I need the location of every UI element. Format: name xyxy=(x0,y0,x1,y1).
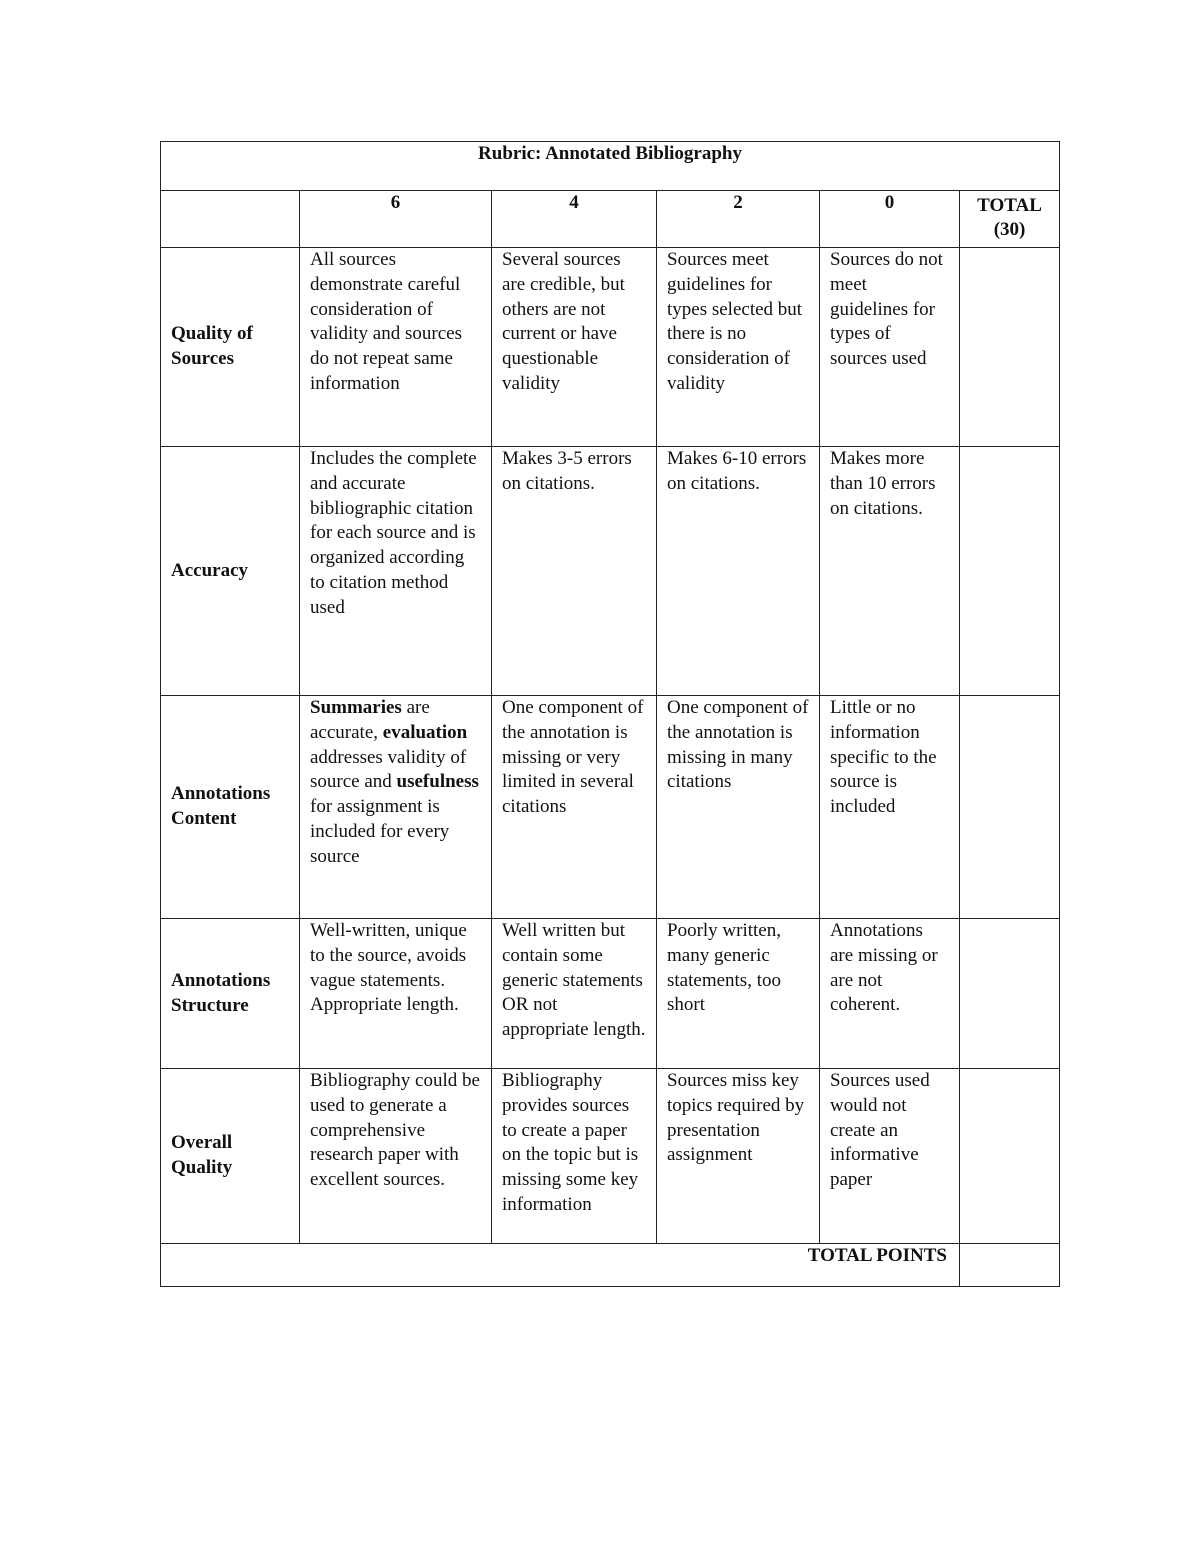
rubric-row-quality-of-sources xyxy=(161,248,1060,447)
criterion-header-empty xyxy=(161,191,300,248)
descriptor-text: are accurate, xyxy=(310,697,430,743)
score-header-2: 2 xyxy=(657,191,820,248)
descriptor-4: Well written but contain some generic statements OR not appropriate length. xyxy=(492,919,657,1069)
criterion-label: Annotations Structure xyxy=(161,919,300,1069)
score-cell xyxy=(960,1069,1060,1244)
descriptor-2: Makes 6-10 errors on citations. xyxy=(657,447,820,696)
criterion-label: Accuracy xyxy=(161,447,300,696)
rubric-row-accuracy xyxy=(161,447,1060,696)
score-header-row xyxy=(161,191,1060,248)
total-points-row xyxy=(161,1244,1060,1287)
descriptor-6: All sources demonstrate careful consideration of validity and sources do not repeat same information xyxy=(300,248,492,447)
descriptor-6: Bibliography could be used to generate a comprehensive research paper with excellent sources. xyxy=(300,1069,492,1244)
descriptor-4: One component of the annotation is missing or very limited in several citations xyxy=(492,696,657,919)
descriptor-2: One component of the annotation is missing in many citations xyxy=(657,696,820,919)
descriptor-0: Sources used would not create an informative paper xyxy=(820,1069,960,1244)
score-header-6: 6 xyxy=(300,191,492,248)
descriptor-0: Makes more than 10 errors on citations. xyxy=(820,447,960,696)
descriptor-text: for assignment is included for every source xyxy=(310,796,450,867)
total-points-cell xyxy=(960,1244,1060,1287)
criterion-label: Annotations Content xyxy=(161,696,300,919)
rubric-title: Rubric: Annotated Bibliography xyxy=(161,142,1060,191)
descriptor-0: Sources do not meet guidelines for types of sources used xyxy=(820,248,960,447)
descriptor-0: Little or no information specific to the source is included xyxy=(820,696,960,919)
descriptor-4: Makes 3-5 errors on citations. xyxy=(492,447,657,696)
descriptor-2: Sources miss key topics required by presentation assignment xyxy=(657,1069,820,1244)
score-header-0: 0 xyxy=(820,191,960,248)
total-header-line2: (30) xyxy=(993,219,1026,240)
criterion-label: Overall Quality xyxy=(161,1069,300,1244)
descriptor-4: Several sources are credible, but others are not current or have questionable validity xyxy=(492,248,657,447)
title-row xyxy=(161,142,1060,191)
score-cell xyxy=(960,447,1060,696)
score-cell xyxy=(960,919,1060,1069)
descriptor-2: Poorly written, many generic statements, too short xyxy=(657,919,820,1069)
total-points-label: TOTAL POINTS xyxy=(161,1244,960,1287)
descriptor-6: Includes the complete and accurate bibliographic citation for each source and is organized according to citation method used xyxy=(300,447,492,696)
descriptor-6: Well-written, unique to the source, avoids vague statements. Appropriate length. xyxy=(300,919,492,1069)
rubric-row-overall-quality xyxy=(161,1069,1060,1244)
descriptor-text: addresses validity of source and xyxy=(310,746,467,793)
total-header xyxy=(960,191,1060,248)
score-cell xyxy=(960,248,1060,447)
descriptor-4: Bibliography provides sources to create a paper on the topic but is missing some key information xyxy=(492,1069,657,1244)
evaluation-keyword: evaluation xyxy=(382,721,468,743)
score-header-4: 4 xyxy=(492,191,657,248)
score-cell xyxy=(960,696,1060,919)
criterion-label: Quality of Sources xyxy=(161,248,300,447)
descriptor-0: Annotations are missing or are not coherent. xyxy=(820,919,960,1069)
descriptor-2: Sources meet guidelines for types selected but there is no consideration of validity xyxy=(657,248,820,447)
descriptor-6 xyxy=(300,696,492,919)
total-header-line1: TOTAL xyxy=(977,195,1042,216)
rubric-row-annotations-content xyxy=(161,696,1060,919)
summaries-keyword: Summaries xyxy=(310,697,402,718)
rubric-row-annotations-structure xyxy=(161,919,1060,1069)
usefulness-keyword: usefulness xyxy=(396,771,479,793)
rubric-table xyxy=(160,141,1060,1287)
